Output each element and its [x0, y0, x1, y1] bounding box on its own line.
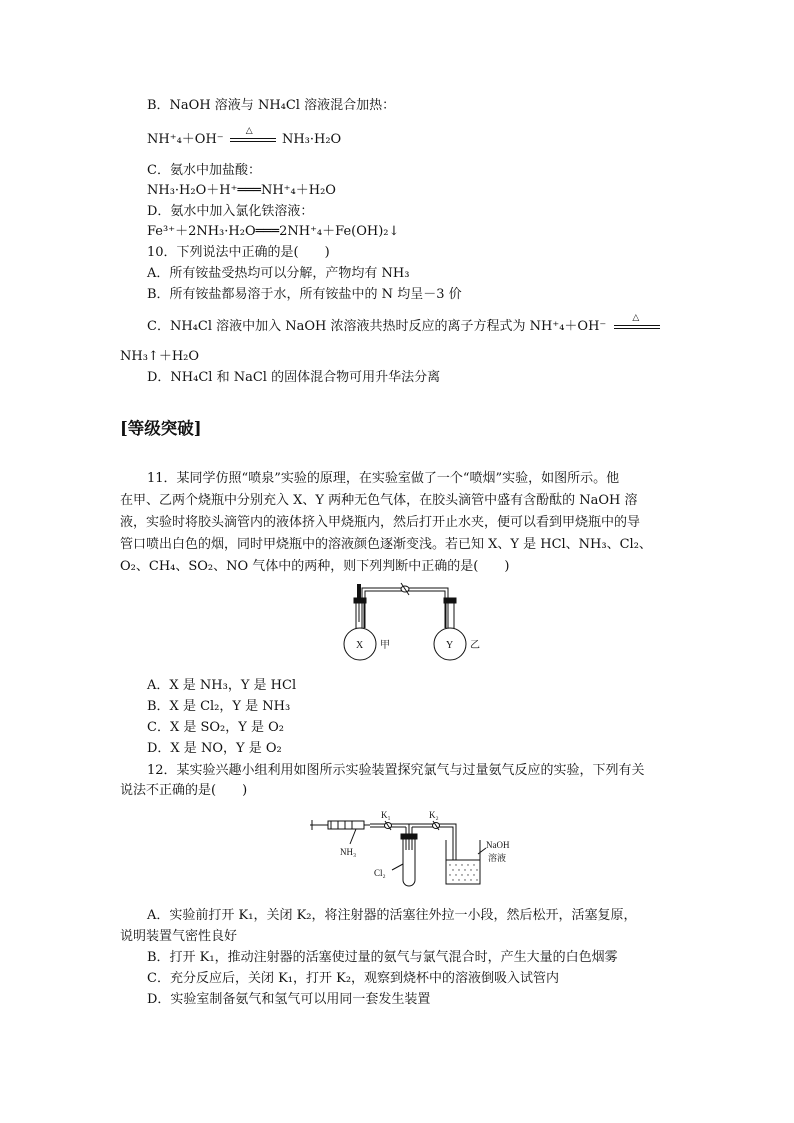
q10-stem: 10．下列说法中正确的是( ): [147, 245, 330, 260]
flask-label-jia: 甲: [380, 640, 390, 651]
label-nh3: NH₃: [340, 847, 357, 857]
q10-option-c-line2: NH₃↑＋H₂O: [120, 349, 200, 364]
q11-flask-diagram: [330, 578, 490, 670]
q12-option-d: D．实验室制备氨气和氢气可以用同一套发生装置: [147, 992, 431, 1007]
label-solution: 溶液: [488, 853, 507, 863]
label-k2: K₂: [429, 810, 439, 820]
flask-label-y: Y: [446, 640, 454, 651]
q11-stem-line4: 管口喷出白色的烟，同时甲烧瓶中的溶液颜色逐渐变浅。若已知 X、Y 是 HCl、NH₃、Cl₂、: [120, 537, 652, 552]
clamp-k1-icon: [385, 821, 392, 830]
q9-b-heat-arrow: [230, 126, 276, 149]
q9-option-d: D．氨水中加入氯化铁溶液：: [147, 204, 314, 219]
q9-option-d-equation: Fe³⁺＋2NH₃·H₂O═══2NH⁺₄＋Fe(OH)₂↓: [147, 224, 400, 239]
q11-option-c: C．X 是 SO₂，Y 是 O₂: [147, 720, 284, 735]
q12-option-b: B．打开 K₁，推动注射器的活塞使过量的氨气与氯气混合时，产生大量的白色烟雾: [147, 950, 618, 965]
q12-option-a-line2: 说明装置气密性良好: [120, 929, 238, 944]
q11-option-b: B．X 是 Cl₂，Y 是 NH₃: [147, 699, 291, 714]
syringe-icon: [310, 820, 370, 830]
q9-option-b: B．NaOH 溶液与 NH₄Cl 溶液混合加热：: [147, 98, 396, 113]
flask-label-yi: 乙: [470, 640, 480, 651]
q11-stem-line5: O₂、CH₄、SO₂、NO 气体中的两种，则下列判断中正确的是( ): [120, 559, 510, 574]
heat-symbol: △: [245, 126, 253, 136]
q9-b-reactants: NH⁺₄＋OH⁻: [147, 132, 224, 147]
flask-label-x: X: [356, 640, 364, 651]
q10-option-c-line1: [147, 313, 660, 336]
q9-option-c: C．氨水中加盐酸：: [147, 163, 261, 178]
label-cl2: Cl₂: [374, 868, 386, 878]
q10-option-b: B．所有铵盐都易溶于水，所有铵盐中的 N 均呈－3 价: [147, 287, 462, 302]
heat-symbol: △: [632, 313, 640, 323]
q10-option-a: A．所有铵盐受热均可以分解，产物均有 NH₃: [147, 266, 410, 281]
q12-stem-line1: 12．某实验兴趣小组利用如图所示实验装置探究氯气与过量氨气反应的实验，下列有关: [147, 763, 645, 778]
q11-stem-line3: 液，实验时将胶头滴管内的液体挤入甲烧瓶内，然后打开止水夹，便可以看到甲烧瓶中的导: [120, 515, 641, 530]
q11-stem-line1: 11．某同学仿照“喷泉”实验的原理，在实验室做了一个“喷烟”实验，如图所示。他: [147, 471, 620, 486]
q9-option-b-equation: [147, 126, 342, 149]
connecting-tube: [362, 588, 448, 628]
q11-stem-line2: 在甲、乙两个烧瓶中分别充入 X、Y 两种无色气体，在胶头滴管中盛有含酚酞的 NaOH 溶: [120, 493, 638, 508]
label-naoh: NaOH: [486, 840, 510, 850]
q12-apparatus-diagram: [308, 810, 530, 894]
q11-option-a: A．X 是 NH₃，Y 是 HCl: [147, 678, 297, 693]
q10-option-d: D．NH₄Cl 和 NaCl 的固体混合物可用升华法分离: [147, 370, 441, 385]
clamp-icon: [401, 583, 409, 595]
q9-b-products: NH₃·H₂O: [281, 132, 342, 147]
label-k1: K₁: [381, 810, 391, 820]
delivery-tube: [370, 824, 456, 860]
q10-c-heat-arrow: [614, 313, 660, 336]
beaker-icon: [446, 840, 480, 884]
section-title: [等级突破]: [120, 419, 202, 438]
q9-option-c-equation: NH₃·H₂O＋H⁺═══NH⁺₄＋H₂O: [147, 183, 336, 198]
q10-option-c-text: C．NH₄Cl 溶液中加入 NaOH 浓溶液共热时反应的离子方程式为 NH⁺₄＋OH⁻: [147, 319, 607, 334]
beaker-solution: [449, 864, 477, 880]
q12-stem-line2: 说法不正确的是( ): [120, 783, 248, 798]
q12-option-a-line1: A．实验前打开 K₁，关闭 K₂，将注射器的活塞往外拉一小段，然后松开，活塞复原，: [147, 908, 637, 923]
q12-option-c: C．充分反应后，关闭 K₁，打开 K₂，观察到烧杯中的溶液倒吸入试管内: [147, 971, 560, 986]
q11-option-d: D．X 是 NO，Y 是 O₂: [147, 741, 282, 756]
clamp-k2-icon: [433, 821, 440, 830]
